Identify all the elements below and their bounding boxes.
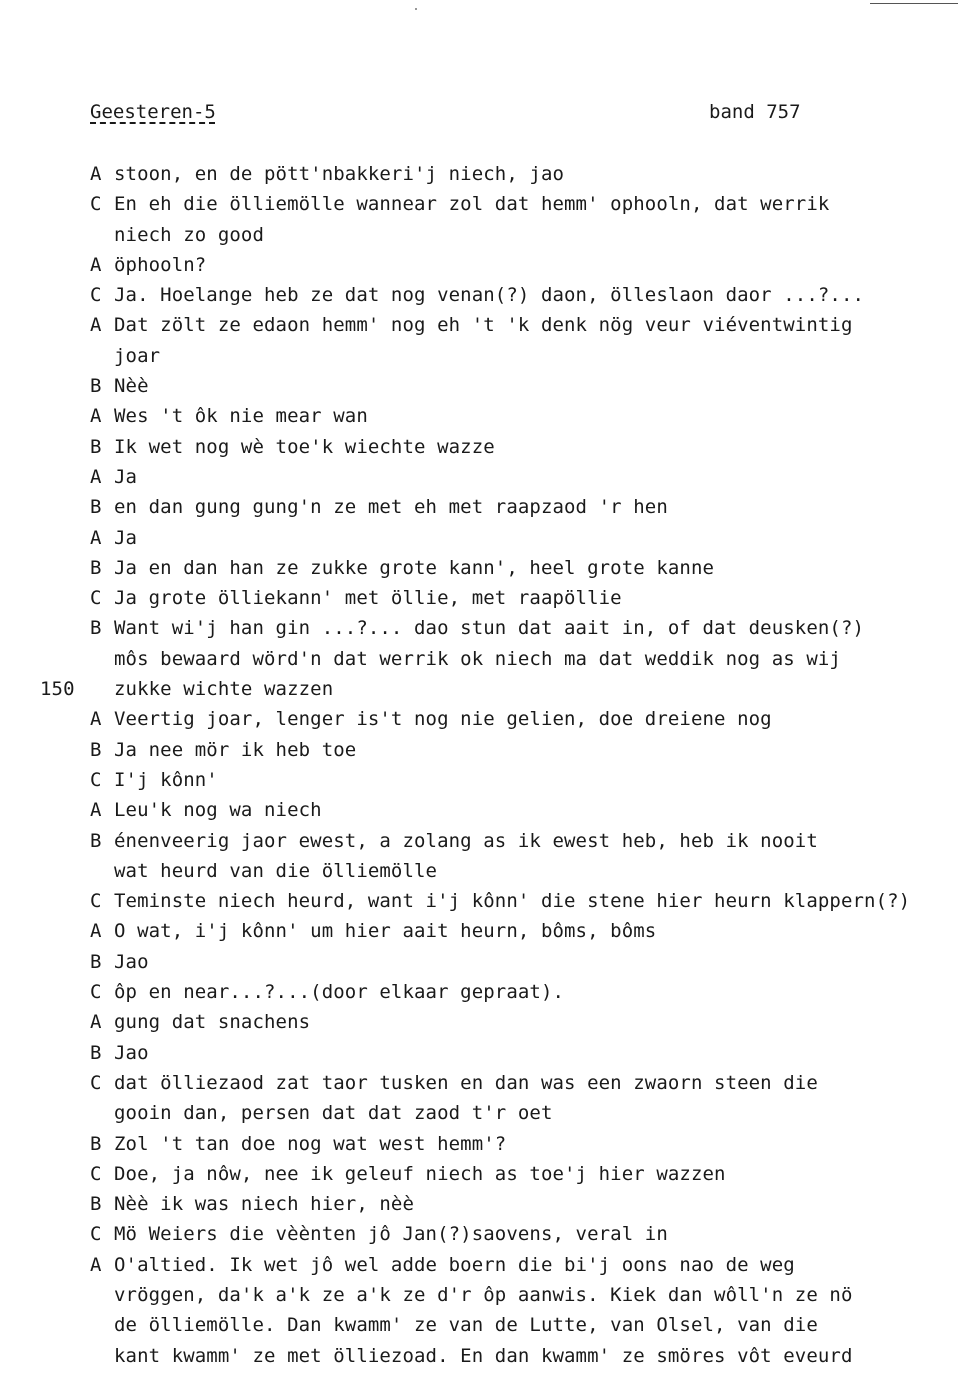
utterance-text: énenveerig jaor ewest, a zolang as ik ewest heb, heb ik nooit: [114, 829, 818, 852]
utterance-text: ôp en near...?...(door elkaar gepraat).: [114, 981, 565, 1004]
speaker-label: C: [90, 981, 102, 1004]
header-tape: band 757: [709, 101, 801, 123]
speaker-label: C: [90, 587, 102, 610]
utterance-text: Nèè: [114, 375, 149, 398]
transcript-line: [90, 280, 960, 310]
speaker-label: C: [90, 890, 102, 913]
transcript-line: [90, 371, 960, 401]
utterance-continuation: môs bewaard wörd'n dat werrik ok niech ma dat weddik nog as wij: [114, 647, 841, 670]
transcript-line: [90, 1219, 960, 1249]
transcript-line: [90, 947, 960, 977]
utterance-text: dat ölliezaod zat taor tusken en dan was een zwaorn steen die: [114, 1071, 818, 1094]
speaker-label: A: [90, 405, 102, 428]
transcript-line: [90, 916, 960, 946]
speaker-label: B: [90, 375, 102, 398]
speaker-label: A: [90, 253, 102, 276]
speaker-label: A: [90, 799, 102, 822]
utterance-text: En eh die ölliemölle wannear zol dat hemm' ophooln, dat werrik: [114, 193, 830, 216]
transcript-line: [90, 553, 960, 583]
utterance-text: Mö Weiers die vèènten jô Jan(?)saovens, veral in: [114, 1223, 668, 1246]
utterance-text: en dan gung gung'n ze met eh met raapzaod 'r hen: [114, 496, 668, 519]
transcript-line: [90, 1189, 960, 1219]
utterance-continuation: zukke wichte wazzen: [114, 678, 334, 701]
speaker-label: C: [90, 1223, 102, 1246]
transcript-line: [90, 159, 960, 189]
speaker-label: B: [90, 556, 102, 579]
utterance-text: O'altied. Ik wet jô wel adde boern die bi'j oons nao de weg: [114, 1253, 795, 1276]
transcript-line: [90, 492, 960, 522]
utterance-text: Jao: [114, 1041, 149, 1064]
transcript-line: [90, 220, 960, 250]
transcript-line: [90, 1098, 960, 1128]
speaker-label: B: [90, 1041, 102, 1064]
transcript-line: [90, 1280, 960, 1310]
transcript-line: [90, 583, 960, 613]
utterance-continuation: de ölliemölle. Dan kwamm' ze van de Lutte, van Olsel, van die: [114, 1314, 818, 1337]
transcript-line: [90, 1250, 960, 1280]
transcript-line: [90, 1159, 960, 1189]
utterance-text: Ja. Hoelange heb ze dat nog venan(?) daon, ölleslaon daor ...?...: [114, 284, 865, 307]
utterance-continuation: niech zo good: [114, 223, 265, 246]
line-number: 150: [40, 678, 75, 701]
speaker-label: A: [90, 708, 102, 731]
speaker-label: C: [90, 193, 102, 216]
utterance-text: Nèè ik was niech hier, nèè: [114, 1193, 415, 1216]
utterance-text: Ja en dan han ze zukke grote kann', heel grote kanne: [114, 556, 715, 579]
page-header: [90, 98, 810, 126]
transcript-line: [90, 523, 960, 553]
speaker-label: A: [90, 1253, 102, 1276]
utterance-text: stoon, en de pött'nbakkeri'j niech, jao: [114, 163, 565, 185]
transcript-line: [40, 674, 960, 704]
top-dot-mark: [415, 8, 417, 10]
utterance-continuation: vröggen, da'k a'k ze a'k ze d'r ôp aanwis. Kiek dan wôll'n ze nö: [114, 1283, 853, 1306]
transcript-line: [90, 1038, 960, 1068]
utterance-text: Dat zölt ze edaon hemm' nog eh 't 'k denk nög veur viéventwintig: [114, 314, 853, 337]
speaker-label: C: [90, 1071, 102, 1094]
utterance-text: Leu'k nog wa niech: [114, 799, 322, 822]
header-place: Geesteren-5: [90, 101, 216, 123]
utterance-continuation: wat heurd van die ölliemölle: [114, 859, 438, 882]
utterance-text: Teminste niech heurd, want i'j kônn' die stene hier heurn klappern(?): [114, 890, 911, 913]
transcript-body: [40, 159, 960, 1371]
speaker-label: B: [90, 738, 102, 761]
transcript-line: [90, 977, 960, 1007]
transcript-line: [90, 795, 960, 825]
transcript-line: [90, 644, 960, 674]
transcript-line: [90, 401, 960, 431]
speaker-label: B: [90, 950, 102, 973]
utterance-text: Ja: [114, 526, 138, 549]
transcript-line: [90, 1068, 960, 1098]
transcript-line: [90, 613, 960, 643]
speaker-label: B: [90, 829, 102, 852]
utterance-continuation: gooin dan, persen dat dat zaod t'r oet: [114, 1102, 553, 1125]
utterance-text: Zol 't tan doe nog wat west hemm'?: [114, 1132, 507, 1155]
speaker-label: C: [90, 284, 102, 307]
transcript-line: [90, 189, 960, 219]
transcript-line: [90, 250, 960, 280]
speaker-label: B: [90, 617, 102, 640]
transcript-line: [90, 310, 960, 340]
utterance-text: Ja: [114, 465, 138, 488]
speaker-label: B: [90, 1193, 102, 1216]
utterance-text: I'j kônn': [114, 768, 218, 791]
transcript-line: [90, 765, 960, 795]
transcript-line: [90, 1129, 960, 1159]
transcript-line: [90, 1007, 960, 1037]
speaker-label: A: [90, 314, 102, 337]
transcript-line: [90, 462, 960, 492]
transcript-line: [90, 856, 960, 886]
speaker-label: C: [90, 768, 102, 791]
utterance-continuation: joar: [114, 344, 161, 367]
utterance-text: Jao: [114, 950, 149, 973]
speaker-label: A: [90, 526, 102, 549]
transcript-line: [90, 826, 960, 856]
transcript-line: [90, 1310, 960, 1340]
speaker-label: A: [90, 465, 102, 488]
speaker-label: B: [90, 496, 102, 519]
utterance-continuation: kant kwamm' ze met ölliezoad. En dan kwamm' ze smöres vôt eveurd: [114, 1344, 853, 1367]
utterance-text: O wat, i'j kônn' um hier aait heurn, bôms, bôms: [114, 920, 657, 943]
utterance-text: Want wi'j han gin ...?... dao stun dat aait in, of dat deusken(?): [114, 617, 865, 640]
utterance-text: gung dat snachens: [114, 1011, 311, 1034]
transcript-line: [90, 432, 960, 462]
speaker-label: B: [90, 1132, 102, 1155]
speaker-label: A: [90, 920, 102, 943]
utterance-text: öphooln?: [114, 253, 207, 276]
speaker-label: A: [90, 1011, 102, 1034]
utterance-text: Doe, ja nôw, nee ik geleuf niech as toe'j hier wazzen: [114, 1162, 726, 1185]
utterance-text: Ik wet nog wè toe'k wiechte wazze: [114, 435, 495, 458]
utterance-text: Ja nee mör ik heb toe: [114, 738, 357, 761]
utterance-text: Veertig joar, lenger is't nog nie gelien, doe dreiene nog: [114, 708, 772, 731]
transcript-line: [90, 704, 960, 734]
utterance-text: Wes 't ôk nie mear wan: [114, 405, 368, 428]
transcript-line: [90, 886, 960, 916]
speaker-label: B: [90, 435, 102, 458]
transcript-line: [90, 735, 960, 765]
transcript-line: [90, 1341, 960, 1371]
utterance-text: Ja grote ölliekann' met öllie, met raapöllie: [114, 587, 622, 610]
top-rule: [870, 3, 958, 4]
transcript-line: [90, 341, 960, 371]
speaker-label: C: [90, 1162, 102, 1185]
speaker-label: A: [90, 163, 102, 185]
